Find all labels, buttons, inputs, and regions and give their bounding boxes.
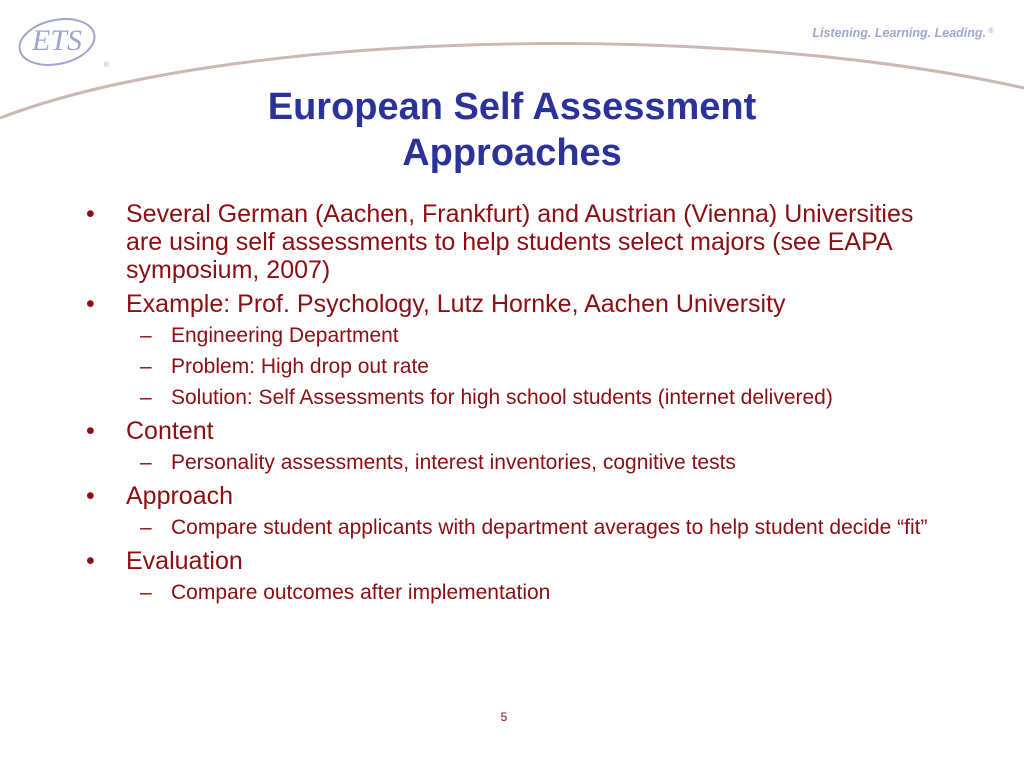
slide-title-line-2: Approaches: [402, 132, 622, 174]
tagline: Listening. Learning. Leading.: [812, 26, 986, 40]
sub-bullet-text: Solution: Self Assessments for high school students (internet delivered): [171, 386, 833, 409]
bullet-text: Content: [126, 417, 214, 445]
bullet-item: [84, 417, 944, 445]
sub-bullet-item: [84, 516, 944, 540]
sub-bullet-text: Problem: High drop out rate: [171, 355, 429, 378]
ets-logo: [16, 14, 110, 70]
bullet-text: Approach: [126, 482, 234, 510]
logo-text: ETS: [31, 24, 82, 57]
sub-bullet-item: [84, 386, 944, 410]
bullet-item: [84, 547, 944, 575]
bullet-marker: •: [86, 200, 95, 228]
dash-marker: –: [140, 516, 152, 539]
sub-bullet-text: Compare outcomes after implementation: [171, 581, 551, 604]
dash-marker: –: [140, 581, 152, 604]
dash-marker: –: [140, 324, 152, 347]
bullet-text: Evaluation: [126, 547, 243, 575]
bullet-item: [84, 482, 944, 510]
bullet-list: [84, 200, 944, 612]
sub-bullet-item: [84, 581, 944, 605]
dash-marker: –: [140, 355, 152, 378]
sub-bullet-item: [84, 355, 944, 379]
sub-bullet-text: Compare student applicants with department averages to help student decide “fit”: [171, 516, 928, 539]
bullet-text: Example: Prof. Psychology, Lutz Hornke, Aachen University: [126, 290, 786, 318]
slide-title: [140, 84, 884, 176]
sub-bullet-item: [84, 324, 944, 348]
bullet-marker: •: [86, 290, 95, 318]
dash-marker: –: [140, 451, 152, 474]
dash-marker: –: [140, 386, 152, 409]
sub-bullet-item: [84, 451, 944, 475]
slide-title-line-1: European Self Assessment: [267, 86, 757, 128]
bullet-item: [84, 290, 944, 318]
bullet-marker: •: [86, 482, 95, 510]
page-number: 5: [500, 710, 508, 724]
bullet-marker: •: [86, 547, 95, 575]
bullet-text: Several German (Aachen, Frankfurt) and Austrian (Vienna) Universities are using self assessments to help students select majors (see EAPA symposium, 2007): [126, 200, 914, 284]
logo-registered-mark: ®: [104, 62, 110, 69]
sub-bullet-text: Engineering Department: [171, 324, 399, 347]
sub-bullet-text: Personality assessments, interest inventories, cognitive tests: [171, 451, 736, 474]
tagline-registered-mark: ®: [988, 26, 994, 35]
bullet-marker: •: [86, 417, 95, 445]
bullet-item: [84, 200, 944, 284]
